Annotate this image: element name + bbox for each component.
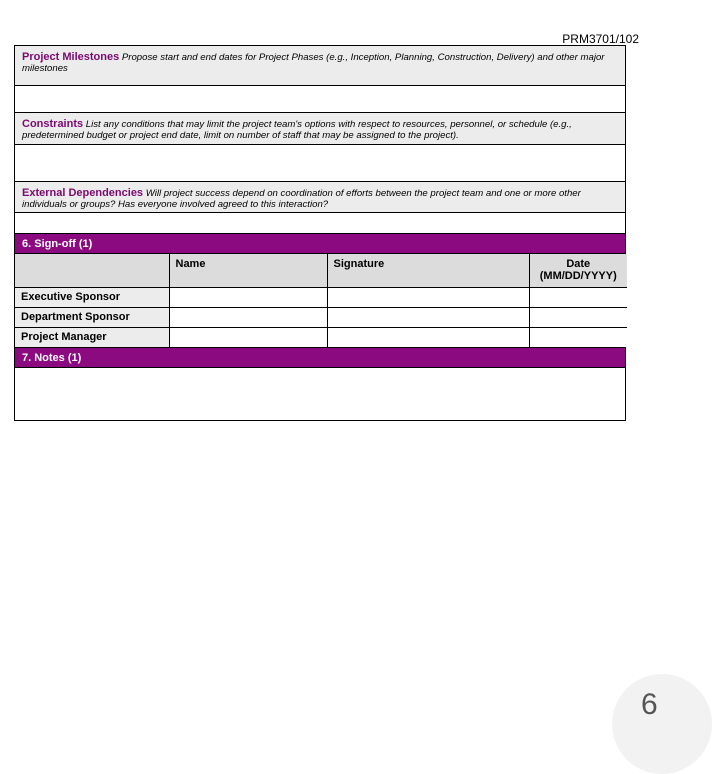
signoff-signature-cell[interactable]: [327, 327, 529, 347]
signoff-name-cell[interactable]: [169, 327, 327, 347]
constraints-description: List any conditions that may limit the project team's options with respect to resources, personnel, or schedule (e.g., predetermined budget or project end date, limit on number of staff that may be assigned to the project).: [22, 119, 572, 141]
signoff-table-wrapper: [15, 254, 625, 348]
document-code: PRM3701/102: [562, 32, 639, 46]
constraints-input-area[interactable]: [15, 145, 625, 182]
table-row: [15, 327, 627, 347]
dependencies-description: Will project success depend on coordination of efforts between the project team and one or more other individuals or groups? Has everyone involved agreed to this interaction?: [22, 188, 581, 210]
signoff-role-header: [15, 254, 169, 287]
milestones-title: Project Milestones: [22, 51, 120, 63]
dependencies-title: External Dependencies: [22, 187, 144, 199]
signoff-signature-cell[interactable]: [327, 307, 529, 327]
signoff-section-header: 6. Sign-off (1): [15, 234, 625, 254]
notes-section-header: 7. Notes (1): [15, 348, 625, 368]
signoff-role-executive-sponsor: Executive Sponsor: [15, 287, 169, 307]
table-row: [15, 287, 627, 307]
constraints-title: Constraints: [22, 118, 84, 130]
page-number: 6: [641, 688, 658, 721]
signoff-name-header: Name: [169, 254, 327, 287]
signoff-name-cell[interactable]: [169, 287, 327, 307]
signoff-date-cell[interactable]: [529, 307, 627, 327]
signoff-header-row: [15, 254, 627, 287]
milestones-description: Propose start and end dates for Project Phases (e.g., Inception, Planning, Construction, Delivery) and other major milestones: [22, 52, 605, 74]
signoff-table: [15, 254, 627, 347]
milestones-label-row: [15, 46, 625, 86]
signoff-role-project-manager: Project Manager: [15, 327, 169, 347]
dependencies-label-row: [15, 182, 625, 213]
page-number-badge: [612, 674, 712, 774]
signoff-date-cell[interactable]: [529, 327, 627, 347]
signoff-role-department-sponsor: Department Sponsor: [15, 307, 169, 327]
signoff-name-cell[interactable]: [169, 307, 327, 327]
signoff-date-header: Date (MM/DD/YYYY): [529, 254, 627, 287]
table-row: [15, 307, 627, 327]
signoff-signature-cell[interactable]: [327, 287, 529, 307]
milestones-input-area[interactable]: [15, 86, 625, 113]
signoff-signature-header: Signature: [327, 254, 529, 287]
dependencies-input-area[interactable]: [15, 213, 625, 234]
notes-input-area[interactable]: [15, 368, 625, 420]
project-charter-form: [14, 45, 626, 421]
constraints-label-row: [15, 113, 625, 145]
signoff-date-cell[interactable]: [529, 287, 627, 307]
